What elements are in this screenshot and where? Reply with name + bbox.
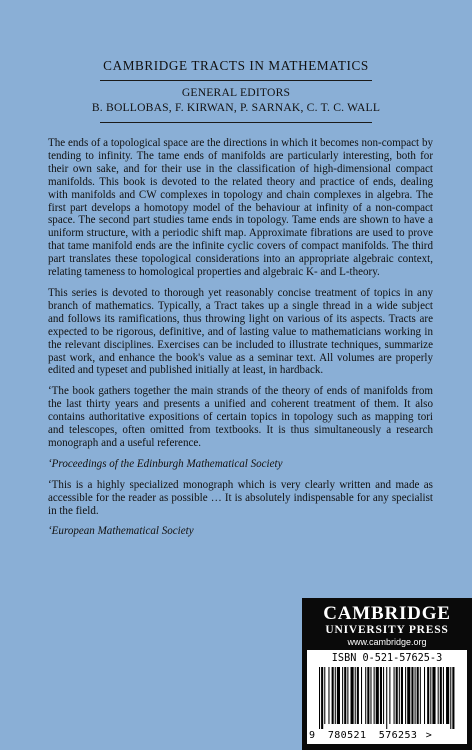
header-rule-top bbox=[100, 80, 372, 81]
barcode-arrow: > bbox=[425, 730, 433, 741]
review-source-1: ‘Proceedings of the Edinburgh Mathematical Society bbox=[48, 457, 283, 470]
book-description: The ends of a topological space are the directions in which it becomes non-compact by tending to infinity. The tame ends of manifolds are particularly interesting, both for their own sake, and for their use in the classification of high-dimensional compact manifolds. This book is devoted to the related theory and practice of ends, dealing with manifolds and CW complexes in topology and chain complexes in algebra. The first part develops a homotopy model of the behaviour at infinity of a non-compact space. The second part studies tame ends in topology. Tame ends are shown to have a uniform structure, with a periodic shift map. Approximate fibrations are used to prove that tame manifold ends are the infinite cyclic covers of compact manifolds. The third part translates these topological considerations into an appropriate algebraic context, relating tameness to homological properties and algebraic K- and L-theory. bbox=[48, 137, 433, 279]
series-title: CAMBRIDGE TRACTS IN MATHEMATICS bbox=[103, 58, 369, 73]
barcode-prefix: 9 bbox=[309, 730, 316, 741]
review-quote-1: ‘The book gathers together the main strands of the theory of ends of manifolds from the last thirty years and presents a unified and coherent treatment of them. It also contains authoritative expositions of certain topics in topology such as mapping tori and telescopes, often omitted from textbooks. It is thus simultaneously a research monograph and a useful reference. bbox=[48, 385, 433, 449]
barcode-group-1: 780521 bbox=[327, 730, 367, 741]
header-rule-bottom bbox=[100, 122, 372, 123]
editors-block bbox=[0, 86, 472, 114]
editors-label: GENERAL EDITORS bbox=[181, 86, 291, 99]
back-cover-text bbox=[48, 137, 433, 546]
barcode-group-2: 576253 bbox=[378, 730, 418, 741]
series-header bbox=[0, 58, 472, 74]
publisher-name: CAMBRIDGE bbox=[323, 603, 451, 624]
barcode-icon bbox=[319, 667, 455, 729]
barcode-panel bbox=[307, 650, 467, 744]
review-quote-2: ‘This is a highly specialized monograph which is very clearly written and made as accessible for the reader as possible … It is absolutely indispensable for any specialist in the field. bbox=[48, 478, 433, 517]
isbn-label: ISBN 0-521-57625-3 bbox=[331, 653, 443, 664]
editors-names: B. BOLLOBAS, F. KIRWAN, P. SARNAK, C. T. C. WALL bbox=[91, 101, 381, 114]
series-description: This series is devoted to thorough yet reasonably concise treatment of topics in any branch of mathematics. Typically, a Tract takes up a single thread in a wide subject and follows its ramifications, thus throwing light on various of its aspects. Tracts are expected to be rigorous, definitive, and of lasting value to mathematicians working in the relevant disciplines. Exercises can be included to illustrate techniques, summarize past work, and enhance the book's value as a seminar text. All volumes are properly edited and typeset and published initially at least, in hardback. bbox=[48, 286, 433, 377]
barcode-digits bbox=[309, 730, 465, 741]
publisher-press: UNIVERSITY PRESS bbox=[325, 624, 449, 636]
publisher-url: www.cambridge.org bbox=[347, 637, 427, 647]
review-source-2: ‘European Mathematical Society bbox=[48, 525, 194, 538]
